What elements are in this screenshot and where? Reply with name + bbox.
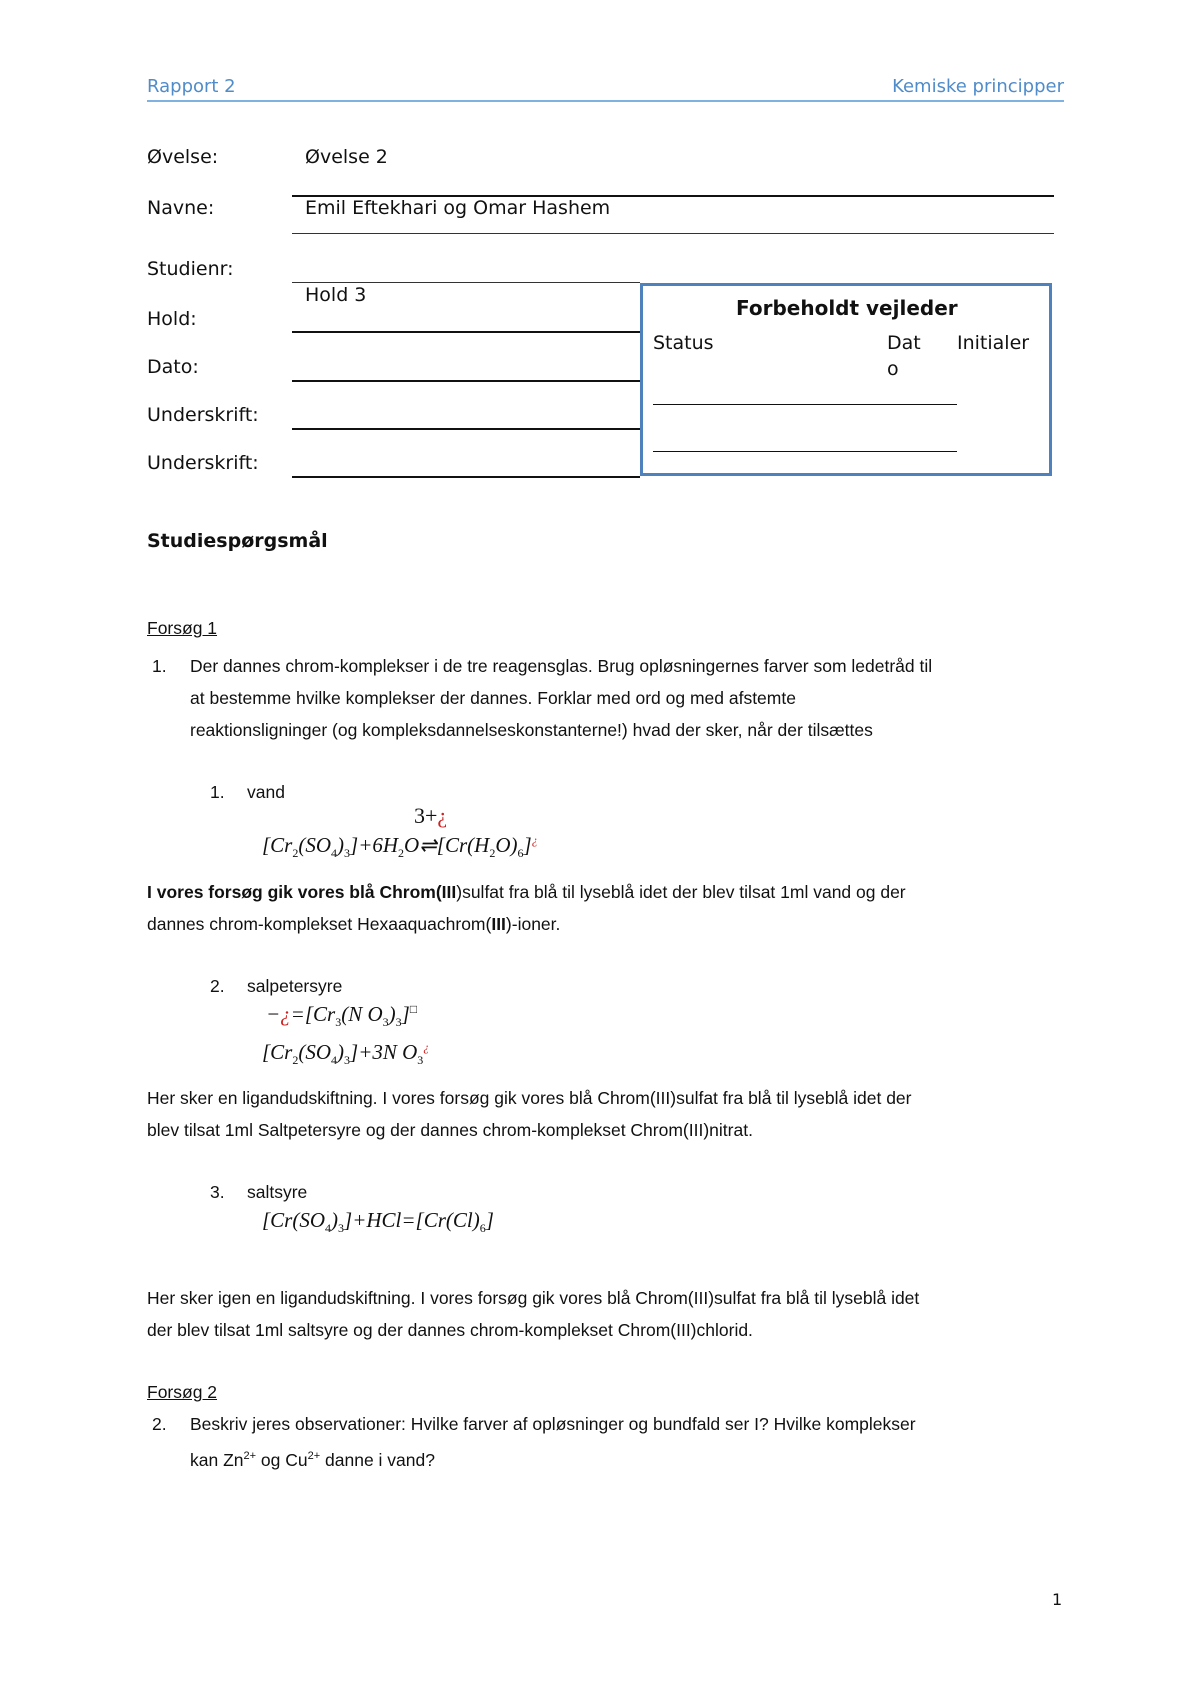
reserved-status-label: Status — [653, 332, 714, 354]
underskrift1-label: Underskrift: — [147, 404, 259, 426]
equation-1: $[Cr_2(SO_4)_3]+6H_2O\rightleftharpoons[Cr(H_2O)_6]^¿$ — [262, 833, 538, 861]
header-rule — [147, 100, 1064, 102]
header-right: Kemiske principper — [892, 76, 1064, 97]
reserved-rule-1 — [653, 404, 957, 405]
equation-2a: $-¿=[Cr_3(N$ $O_3)_3]^□$ — [266, 1002, 418, 1030]
q1-line-3: reaktionsligninger (og kompleksdannelseskonstanterne!) hvad der sker, når der tilsættes — [190, 720, 873, 740]
sub2-number: 2. — [210, 976, 225, 996]
navne-rule — [292, 233, 1054, 234]
sub2-label: salpetersyre — [247, 976, 343, 996]
sub1-number: 1. — [210, 782, 225, 802]
studienr-rule — [292, 282, 640, 283]
header-left: Rapport 2 — [147, 76, 236, 97]
reserved-dato-label-b: o — [887, 358, 899, 380]
eq2-box-symbol: □ — [409, 1002, 418, 1016]
ovelse-value: Øvelse 2 — [305, 146, 388, 168]
p1-line-2: dannes chrom-komplekset Hexaaquachrom(III)-ioner. — [147, 914, 561, 934]
p2-line-1: Her sker en ligandudskiftning. I vores forsøg gik vores blå Chrom(III)sulfat fra blå til lyseblå idet der — [147, 1088, 912, 1108]
q1-line-1: Der dannes chrom-komplekser i de tre reagensglas. Brug opløsningernes farver som ledetråd til — [190, 656, 933, 676]
equation-2b: $[Cr_2(SO_4)_3]+3N$ $O_3^¿$ — [262, 1040, 430, 1068]
p2-line-2: blev tilsat 1ml Saltpetersyre og der dannes chrom-komplekset Chrom(III)nitrat. — [147, 1120, 753, 1140]
reserved-box-title: Forbeholdt vejleder — [736, 296, 958, 320]
hold-label: Hold: — [147, 308, 197, 330]
dato-rule — [292, 380, 640, 382]
ovelse-label: Øvelse: — [147, 146, 219, 168]
p1-line-1: I vores forsøg gik vores blå Chrom(III)sulfat fra blå til lyseblå idet der blev tilsat 1ml vand og der — [147, 882, 906, 902]
navne-value: Emil Eftekhari og Omar Hashem — [305, 197, 611, 219]
navne-label: Navne: — [147, 197, 215, 219]
forsog1-heading: Forsøg 1 — [147, 618, 218, 638]
underskrift2-label: Underskrift: — [147, 452, 259, 474]
eq2b-symbol: ¿ — [423, 1040, 430, 1054]
q2-line-1: Beskriv jeres observationer: Hvilke farver af opløsninger og bundfald ser I? Hvilke komplekser — [190, 1414, 916, 1434]
p3-line-1: Her sker igen en ligandudskiftning. I vores forsøg gik vores blå Chrom(III)sulfat fra blå til lyseblå idet — [147, 1288, 920, 1308]
forsog2-heading: Forsøg 2 — [147, 1382, 218, 1402]
section-title: Studiespørgsmål — [147, 530, 328, 552]
hold-value: Hold 3 — [305, 284, 367, 306]
reserved-initialer-label: Initialer — [957, 332, 1030, 354]
eq1-charge-symbol: ¿ — [437, 803, 448, 828]
q1-line-2: at bestemme hvilke komplekser der dannes. Forklar med ord og med afstemte — [190, 688, 796, 708]
equation-3: $[Cr(SO_4)_3]+HCl=[Cr(Cl)_6]$ — [262, 1208, 494, 1236]
q1-number: 1. — [152, 656, 167, 676]
sub1-label: vand — [247, 782, 285, 802]
eq1-charge: 3+¿ — [414, 803, 448, 828]
eq1-end-symbol: ¿ — [531, 833, 538, 847]
p3-line-2: der blev tilsat 1ml saltsyre og der dannes chrom-komplekset Chrom(III)chlorid. — [147, 1320, 753, 1340]
hold-rule — [292, 331, 640, 333]
sub3-label: saltsyre — [247, 1182, 308, 1202]
dato-label: Dato: — [147, 356, 199, 378]
underskrift2-rule — [292, 476, 640, 478]
q2-line-2: kan $Zn^{2+}$ og $Cu^{2+}$ danne i vand? — [190, 1449, 435, 1470]
underskrift1-rule — [292, 428, 640, 430]
eq2-symbol: ¿ — [280, 1002, 291, 1026]
sub3-number: 3. — [210, 1182, 225, 1202]
studienr-label: Studienr: — [147, 258, 234, 280]
reserved-rule-2 — [653, 451, 957, 452]
reserved-dato-label-a: Dat — [887, 332, 921, 354]
page-number: 1 — [1052, 1590, 1063, 1609]
q2-number: 2. — [152, 1414, 167, 1434]
